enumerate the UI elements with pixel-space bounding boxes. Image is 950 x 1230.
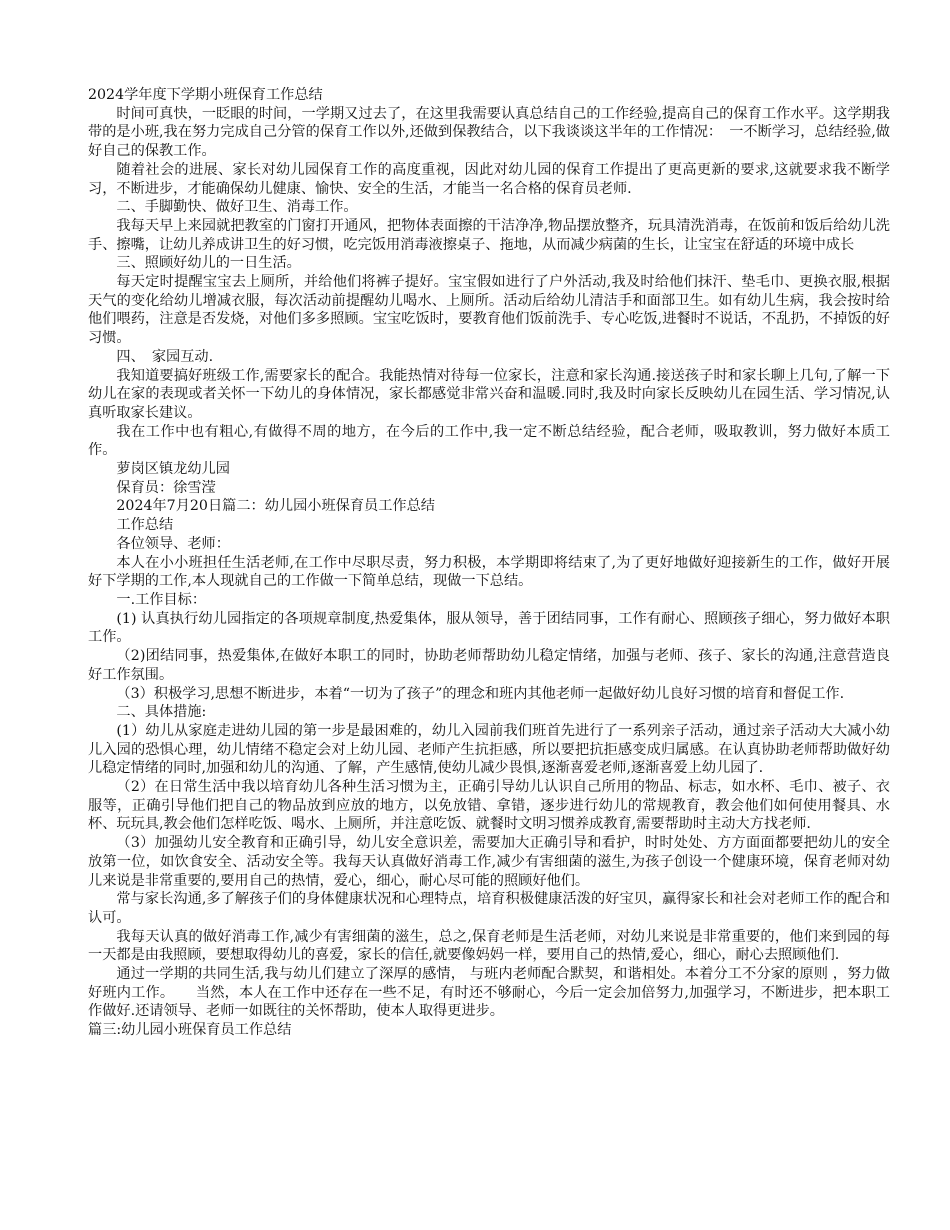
paragraph: 我知道要搞好班级工作,需要家长的配合。我能热情对待每一位家长，注意和家长沟通.接送孩子时和家长聊上几句,了解一下幼儿在家的表现或者关怀一下幼儿的身体情况，家长都感觉非常兴奋和温暖.同时,我及时向家长反映幼儿在园生活、学习情况,认真听取家长建议。	[88, 367, 890, 421]
paragraph: 工作总结	[116, 517, 174, 534]
paragraph: 2024年7月20日篇二：幼儿园小班保育员工作总结	[116, 498, 435, 515]
paragraph: 我每天早上来园就把教室的门窗打开通风，把物体表面擦的干洁净净,物品摆放整齐，玩具清洗消毒，在饭前和饭后给幼儿洗手、擦嘴，让幼儿养成讲卫生的好习惯，吃完饭用消毒液擦桌子、拖地，从而减少病菌的生长，让宝宝在舒适的环境中成长	[88, 217, 890, 253]
paragraph: 二、具体措施:	[116, 704, 207, 721]
paragraph: （2)团结同事，热爱集体,在做好本职工的同时，协助老师帮助幼儿稳定情绪，加强与老师、孩子、家长的沟通,注意营造良好工作氛围。	[88, 648, 890, 683]
paragraph: 随着社会的进展、家长对幼儿园保育工作的高度重视，因此对幼儿园的保育工作提出了更高更新的要求,这就要求我不断学习，不断进步，才能确保幼儿健康、愉快、安全的生活，才能当一名合格的保育员老师.	[88, 161, 890, 197]
paragraph: (1) 认真执行幼儿园指定的各项规章制度,热爱集体，服从领导，善于团结同事，工作有耐心、照顾孩子细心，努力做好本职工作。	[88, 610, 890, 646]
paragraph: 我每天认真的做好消毒工作,减少有害细菌的滋生，总之,保育老师是生活老师，对幼儿来说是非常重要的，他们来到园的每一天都是由我照顾，要想取得幼儿的喜爱，家长的信任,就要像妈妈一样，要用自己的热情,爱心，细心，耐心去照顾他们.	[88, 928, 890, 964]
paragraph: （3）积极学习,思想不断进步，本着“一切为了孩子”的理念和班内其他老师一起做好幼儿良好习惯的培育和督促工作.	[116, 685, 845, 702]
paragraph: 二、手脚勤快、做好卫生、消毒工作。	[116, 199, 358, 216]
paragraph: 保育员：徐雪滢	[116, 479, 216, 496]
paragraph: (1）幼儿从家庭走进幼儿园的第一步是最困难的，幼儿入园前我们班首先进行了一系列亲子活动，通过亲子活动大大减小幼儿入园的恐惧心理，幼儿情绪不稳定会对上幼儿园、老师产生抗拒感，所以要把抗拒感变成归属感。在认真协助老师帮助做好幼儿稳定情绪的同时,加强和幼儿的沟通、了解，产生感情,使幼儿减少畏惧,逐渐喜爱老师,逐渐喜爱上幼儿园了.	[88, 722, 890, 777]
paragraph: 四、 家园互动.	[116, 348, 214, 365]
paragraph: 萝岗区镇龙幼儿园	[116, 461, 230, 478]
paragraph: （2）在日常生活中我以培育幼儿各种生活习惯为主，正确引导幼儿认识自己所用的物品、标志，如水杯、毛巾、被子、衣服等，正确引导他们把自己的物品放到应放的地方，以免放错、拿错，逐步进行幼儿的常规教育，教会他们如何使用餐具、水杯、玩玩具,教会他们怎样吃饭、喝水、上厕所，并注意吃饭、就餐时文明习惯养成教育,需要帮助时主动大方找老师.	[88, 779, 890, 833]
document-title: 2024学年度下学期小班保育工作总结	[88, 87, 323, 103]
paragraph: 每天定时提醒宝宝去上厕所，并给他们将裤子提好。宝宝假如进行了户外活动,我及时给他们抹汗、垫毛巾、更换衣服,根据天气的变化给幼儿增减衣服，每次活动前提醒幼儿喝水、上厕所。活动后给幼儿清洁手和面部卫生。如有幼儿生病，我会按时给他们喂药，注意是否发烧，对他们多多照顾。宝宝吃饭时，要教育他们饭前洗手、专心吃饭,进餐时不说话，不乱扔，不掉饭的好习惯。	[88, 274, 890, 347]
paragraph: （3）加强幼儿安全教育和正确引导，幼儿安全意识差，需要加大正确引导和看护，时时处处、方方面面都要把幼儿的安全放第一位，如饮食安全、活动安全等。我每天认真做好消毒工作,减少有害细菌的滋生,为孩子创设一个健康环境，保育老师对幼儿来说是非常重要的,要用自己的热情，爱心，细心，耐心尽可能的照顾好他们。	[88, 835, 890, 889]
paragraph: 一.工作目标：	[116, 591, 207, 608]
paragraph: 各位领导、老师：	[116, 535, 230, 552]
paragraph: 时间可真快，一眨眼的时间，一学期又过去了，在这里我需要认真总结自己的工作经验,提高自己的保育工作水平。这学期我带的是小班,我在努力完成自己分管的保育工作以外,还做到保教结合，以下我谈谈这半年的工作情况： 一不断学习，总结经验,做好自己的保教工作。	[88, 105, 890, 160]
paragraph: 三、照顾好幼儿的一日生活。	[116, 255, 301, 272]
paragraph: 常与家长沟通,多了解孩子们的身体健康状况和心理特点，培育积极健康活泼的好宝贝，赢得家长和社会对老师工作的配合和认可。	[88, 891, 890, 926]
paragraph: 通过一学期的共同生活,我与幼儿们建立了深厚的感情， 与班内老师配合默契，和谐相处。本着分工不分家的原则 ，努力做好班内工作。 当然，本人在工作中还存在一些不足，有时还不够耐心，今后一定会加倍努力,加强学习，不断进步，把本职工作做好.还请领导、老师一如既往的关怀帮助，使本人取得更进步。	[88, 966, 890, 1020]
paragraph: 篇三:幼儿园小班保育员工作总结	[88, 1022, 292, 1039]
paragraph: 我在工作中也有粗心,有做得不周的地方，在今后的工作中,我一定不断总结经验，配合老师，吸取教训，努力做好本质工作。	[88, 423, 890, 459]
paragraph: 本人在小小班担任生活老师,在工作中尽职尽责，努力积极，本学期即将结束了,为了更好地做好迎接新生的工作，做好开展好下学期的工作,本人现就自己的工作做一下简单总结，现做一下总结。	[88, 554, 890, 590]
